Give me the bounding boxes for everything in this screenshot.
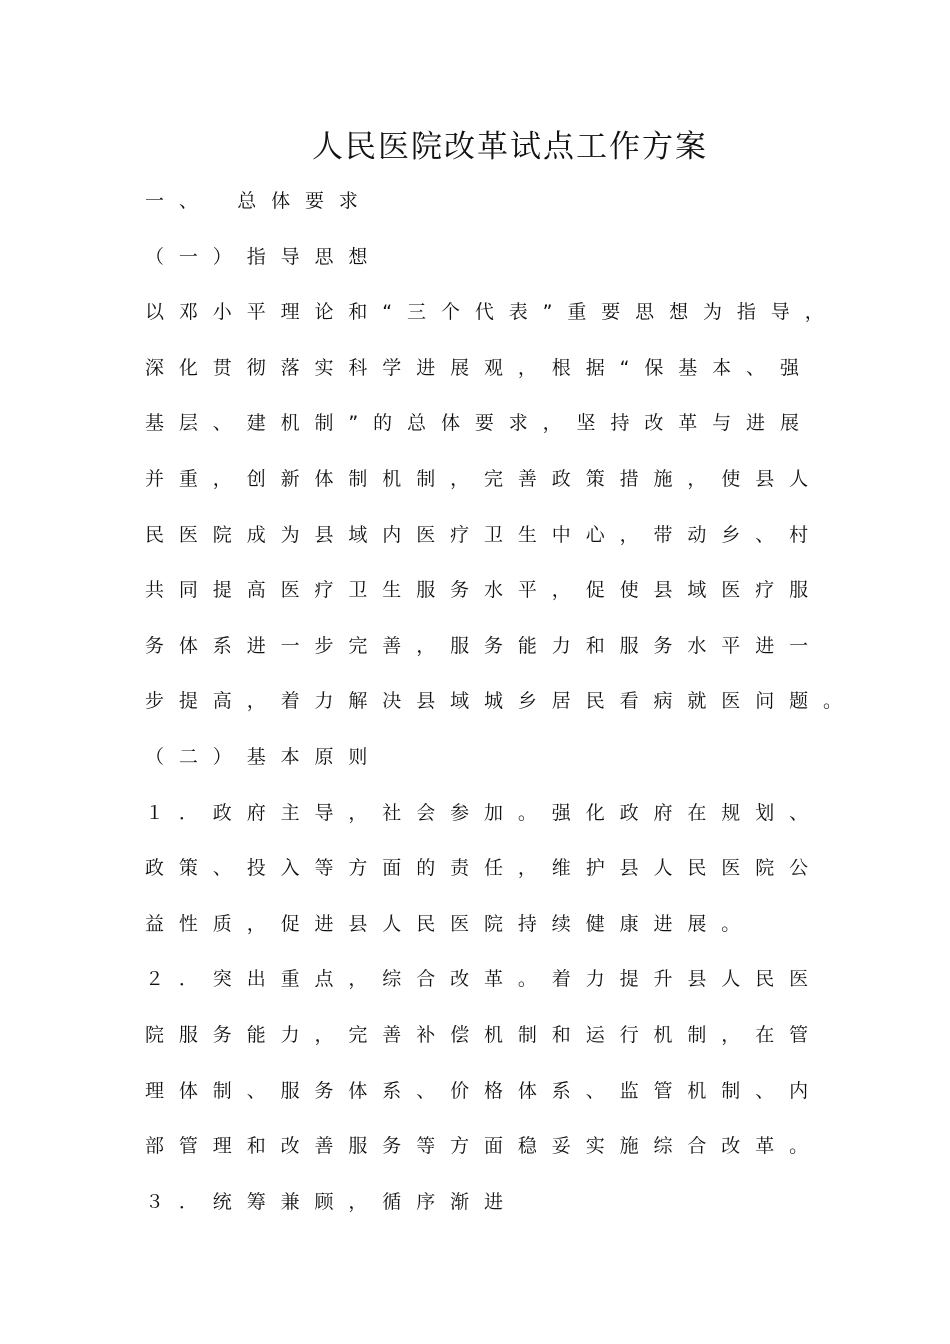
- paragraph-line: 深化贯彻落实科学进展观，根据“保基本、强: [145, 356, 814, 379]
- paragraph-line: 以邓小平理论和“三个代表”重要思想为指导，: [145, 301, 839, 324]
- subsection-heading: （二）基本原则: [145, 745, 383, 768]
- paragraph-line: 并重，创新体制机制，完善政策措施，使县人: [145, 467, 824, 490]
- paragraph-line: 理体制、服务体系、价格体系、监管机制、内: [145, 1079, 824, 1102]
- paragraph-line: ２．突出重点，综合改革。着力提升县人民医: [145, 968, 824, 991]
- document-body: [145, 178, 857, 1234]
- paragraph-line: 部管理和改善服务等方面稳妥实施综合改革。: [145, 1135, 824, 1158]
- section-heading: 一、 总体要求: [145, 190, 373, 212]
- subsection-heading: （一）指导思想: [145, 245, 383, 268]
- paragraph-line: 共同提高医疗卫生服务水平，促使县域医疗服: [145, 579, 824, 602]
- document-title: 人民医院改革试点工作方案: [312, 129, 708, 165]
- paragraph-line: 院服务能力，完善补偿机制和运行机制，在管: [145, 1023, 824, 1046]
- paragraph-line: 政策、投入等方面的责任，维护县人民医院公: [145, 857, 824, 880]
- paragraph-line: 务体系进一步完善，服务能力和服务水平进一: [145, 634, 824, 657]
- paragraph-line: １．政府主导，社会参加。强化政府在规划、: [145, 801, 824, 824]
- paragraph-line: 基层、建机制”的总体要求，坚持改革与进展: [145, 412, 814, 435]
- paragraph-line: 民医院成为县域内医疗卫生中心，带动乡、村: [145, 523, 824, 546]
- paragraph-line: 益性质，促进县人民医院持续健康进展。: [145, 912, 756, 935]
- paragraph-line: ３．统筹兼顾，循序渐进: [145, 1190, 518, 1213]
- paragraph-line: 步提高，着力解决县域城乡居民看病就医问题。: [145, 690, 857, 713]
